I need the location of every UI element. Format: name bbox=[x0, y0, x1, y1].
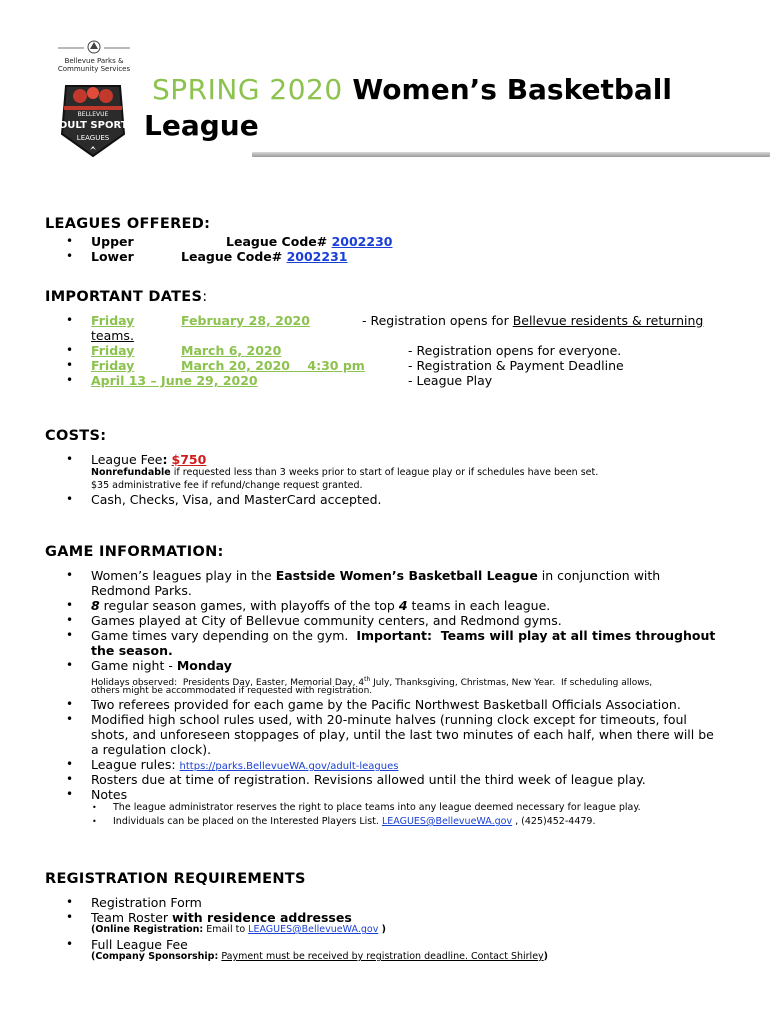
bullet: • bbox=[92, 817, 97, 826]
bullet: • bbox=[66, 568, 74, 582]
req-team-roster: Team Roster with residence addresses bbox=[91, 910, 352, 925]
bullet: • bbox=[66, 613, 74, 627]
bullet: • bbox=[66, 358, 74, 372]
bullet: • bbox=[66, 910, 74, 924]
bullet: • bbox=[66, 895, 74, 909]
bullet: • bbox=[66, 234, 74, 248]
bullet: • bbox=[66, 598, 74, 612]
game-line-4: Game times vary depending on the gym. Important: Teams will play at all times throughout bbox=[91, 628, 716, 643]
bullet: • bbox=[66, 697, 74, 711]
league-code-upper-link[interactable]: 2002230 bbox=[331, 234, 393, 249]
game-line-4b: the season. bbox=[91, 643, 173, 658]
notes-label: Notes bbox=[91, 787, 128, 802]
holidays-note-2: others might be accommodated if requested with registration. bbox=[91, 686, 373, 696]
registration-heading: REGISTRATION REQUIREMENTS bbox=[45, 871, 306, 887]
date-row-3: Friday March 20, 2020 4:30 pm - Registration & Payment Deadline bbox=[91, 358, 624, 373]
page-title bbox=[144, 72, 764, 144]
season-label: SPRING 2020 bbox=[152, 73, 343, 106]
org-name-line1: Bellevue Parks & bbox=[64, 57, 124, 65]
logo bbox=[52, 38, 136, 162]
bullet: • bbox=[66, 772, 74, 786]
title-line1: Women’s Basketball bbox=[352, 73, 672, 106]
league-code-lower-link[interactable]: 2002231 bbox=[286, 249, 348, 264]
league-upper: Upper League Code# 2002230 bbox=[91, 234, 393, 249]
header-rule bbox=[252, 152, 770, 157]
note-1: The league administrator reserves the right to place teams into any league deemed necessary for league play. bbox=[113, 802, 641, 813]
company-sponsorship-note: (Company Sponsorship: Payment must be received by registration deadline. Contact Shirley) bbox=[91, 951, 549, 962]
online-registration-note: (Online Registration: Email to LEAGUES@BellevueWA.gov ) bbox=[91, 924, 386, 935]
date-row-2: Friday March 6, 2020 - Registration opens for everyone. bbox=[91, 343, 622, 358]
logo-text-3: LEAGUES bbox=[76, 134, 110, 142]
game-line-7c: a regulation clock). bbox=[91, 742, 212, 757]
dates-heading: IMPORTANT DATES: bbox=[45, 289, 208, 305]
league-fee: League Fee: $750 bbox=[91, 452, 207, 467]
date-row-4: April 13 – June 29, 2020 - League Play bbox=[91, 373, 493, 388]
bullet: • bbox=[66, 937, 74, 951]
bullet: • bbox=[66, 658, 74, 672]
date-row-1-cont: teams. bbox=[91, 328, 134, 343]
bullet: • bbox=[66, 628, 74, 642]
game-night: Game night - Monday bbox=[91, 658, 232, 673]
org-name-line2: Community Services bbox=[57, 65, 131, 73]
bullet: • bbox=[66, 452, 74, 466]
admin-fee-note: $35 administrative fee if refund/change request granted. bbox=[91, 480, 363, 491]
game-line-2: 8 regular season games, with playoffs of the top 4 teams in each league. bbox=[91, 598, 551, 613]
logo-text-2: ADULT SPORTS bbox=[51, 120, 135, 131]
title-line2: League bbox=[144, 109, 259, 142]
logo-text-1: BELLEVUE bbox=[77, 111, 109, 118]
leagues-heading: LEAGUES OFFERED: bbox=[45, 216, 211, 232]
registration-email-link[interactable]: LEAGUES@BellevueWA.gov bbox=[248, 924, 379, 935]
bullet: • bbox=[66, 712, 74, 726]
bullet: • bbox=[66, 313, 74, 327]
req-registration-form: Registration Form bbox=[91, 895, 202, 910]
bullet: • bbox=[66, 373, 74, 387]
league-rules-link[interactable]: https://parks.BellevueWA.gov/adult-leagues bbox=[179, 761, 399, 772]
costs-heading: COSTS: bbox=[45, 428, 107, 444]
leagues-email-link[interactable]: LEAGUES@BellevueWA.gov bbox=[381, 816, 513, 827]
league-lower: Lower League Code# 2002231 bbox=[91, 249, 348, 264]
game-line-3: Games played at City of Bellevue community centers, and Redmond gyms. bbox=[91, 613, 562, 628]
bullet: • bbox=[66, 757, 74, 771]
game-line-7b: shots, and unforeseen stoppages of play, until the last two minutes of each half, when there will be bbox=[91, 727, 714, 742]
req-full-fee: Full League Fee bbox=[91, 937, 188, 952]
bullet: • bbox=[66, 249, 74, 263]
bullet: • bbox=[66, 492, 74, 506]
holidays-note: Holidays observed: Presidents Day, Easter, Memorial Day, 4th July, Thanksgiving, Christmas, New Year. If scheduling allows, bbox=[91, 676, 653, 688]
note-2: Individuals can be placed on the Interested Players List. LEAGUES@BellevueWA.gov , (425)452-4479. bbox=[113, 816, 596, 827]
league-rules: League rules: https://parks.BellevueWA.gov/adult-leagues bbox=[91, 757, 399, 772]
bullet: • bbox=[66, 787, 74, 801]
game-line-7a: Modified high school rules used, with 20-minute halves (running clock except for timeouts, foul bbox=[91, 712, 687, 727]
bullet: • bbox=[66, 343, 74, 357]
game-line-9: Rosters due at time of registration. Revisions allowed until the third week of league play. bbox=[91, 772, 646, 787]
game-line-6: Two referees provided for each game by the Pacific Northwest Basketball Officials Association. bbox=[91, 697, 681, 712]
bullet: • bbox=[92, 803, 97, 812]
date-row-1: Friday February 28, 2020 - Registration opens for Bellevue residents & returning bbox=[91, 313, 704, 328]
payment-methods: Cash, Checks, Visa, and MasterCard accepted. bbox=[91, 492, 382, 507]
game-line-1b: Redmond Parks. bbox=[91, 583, 192, 598]
game-heading: GAME INFORMATION: bbox=[45, 544, 224, 560]
game-line-1: Women’s leagues play in the Eastside Women’s Basketball League in conjunction with bbox=[91, 568, 661, 583]
adult-sports-badge-icon bbox=[51, 78, 135, 160]
league-fee-value: $750 bbox=[171, 452, 207, 467]
nonrefundable-note: Nonrefundable if requested less than 3 weeks prior to start of league play or if schedules have been set. bbox=[91, 467, 599, 478]
